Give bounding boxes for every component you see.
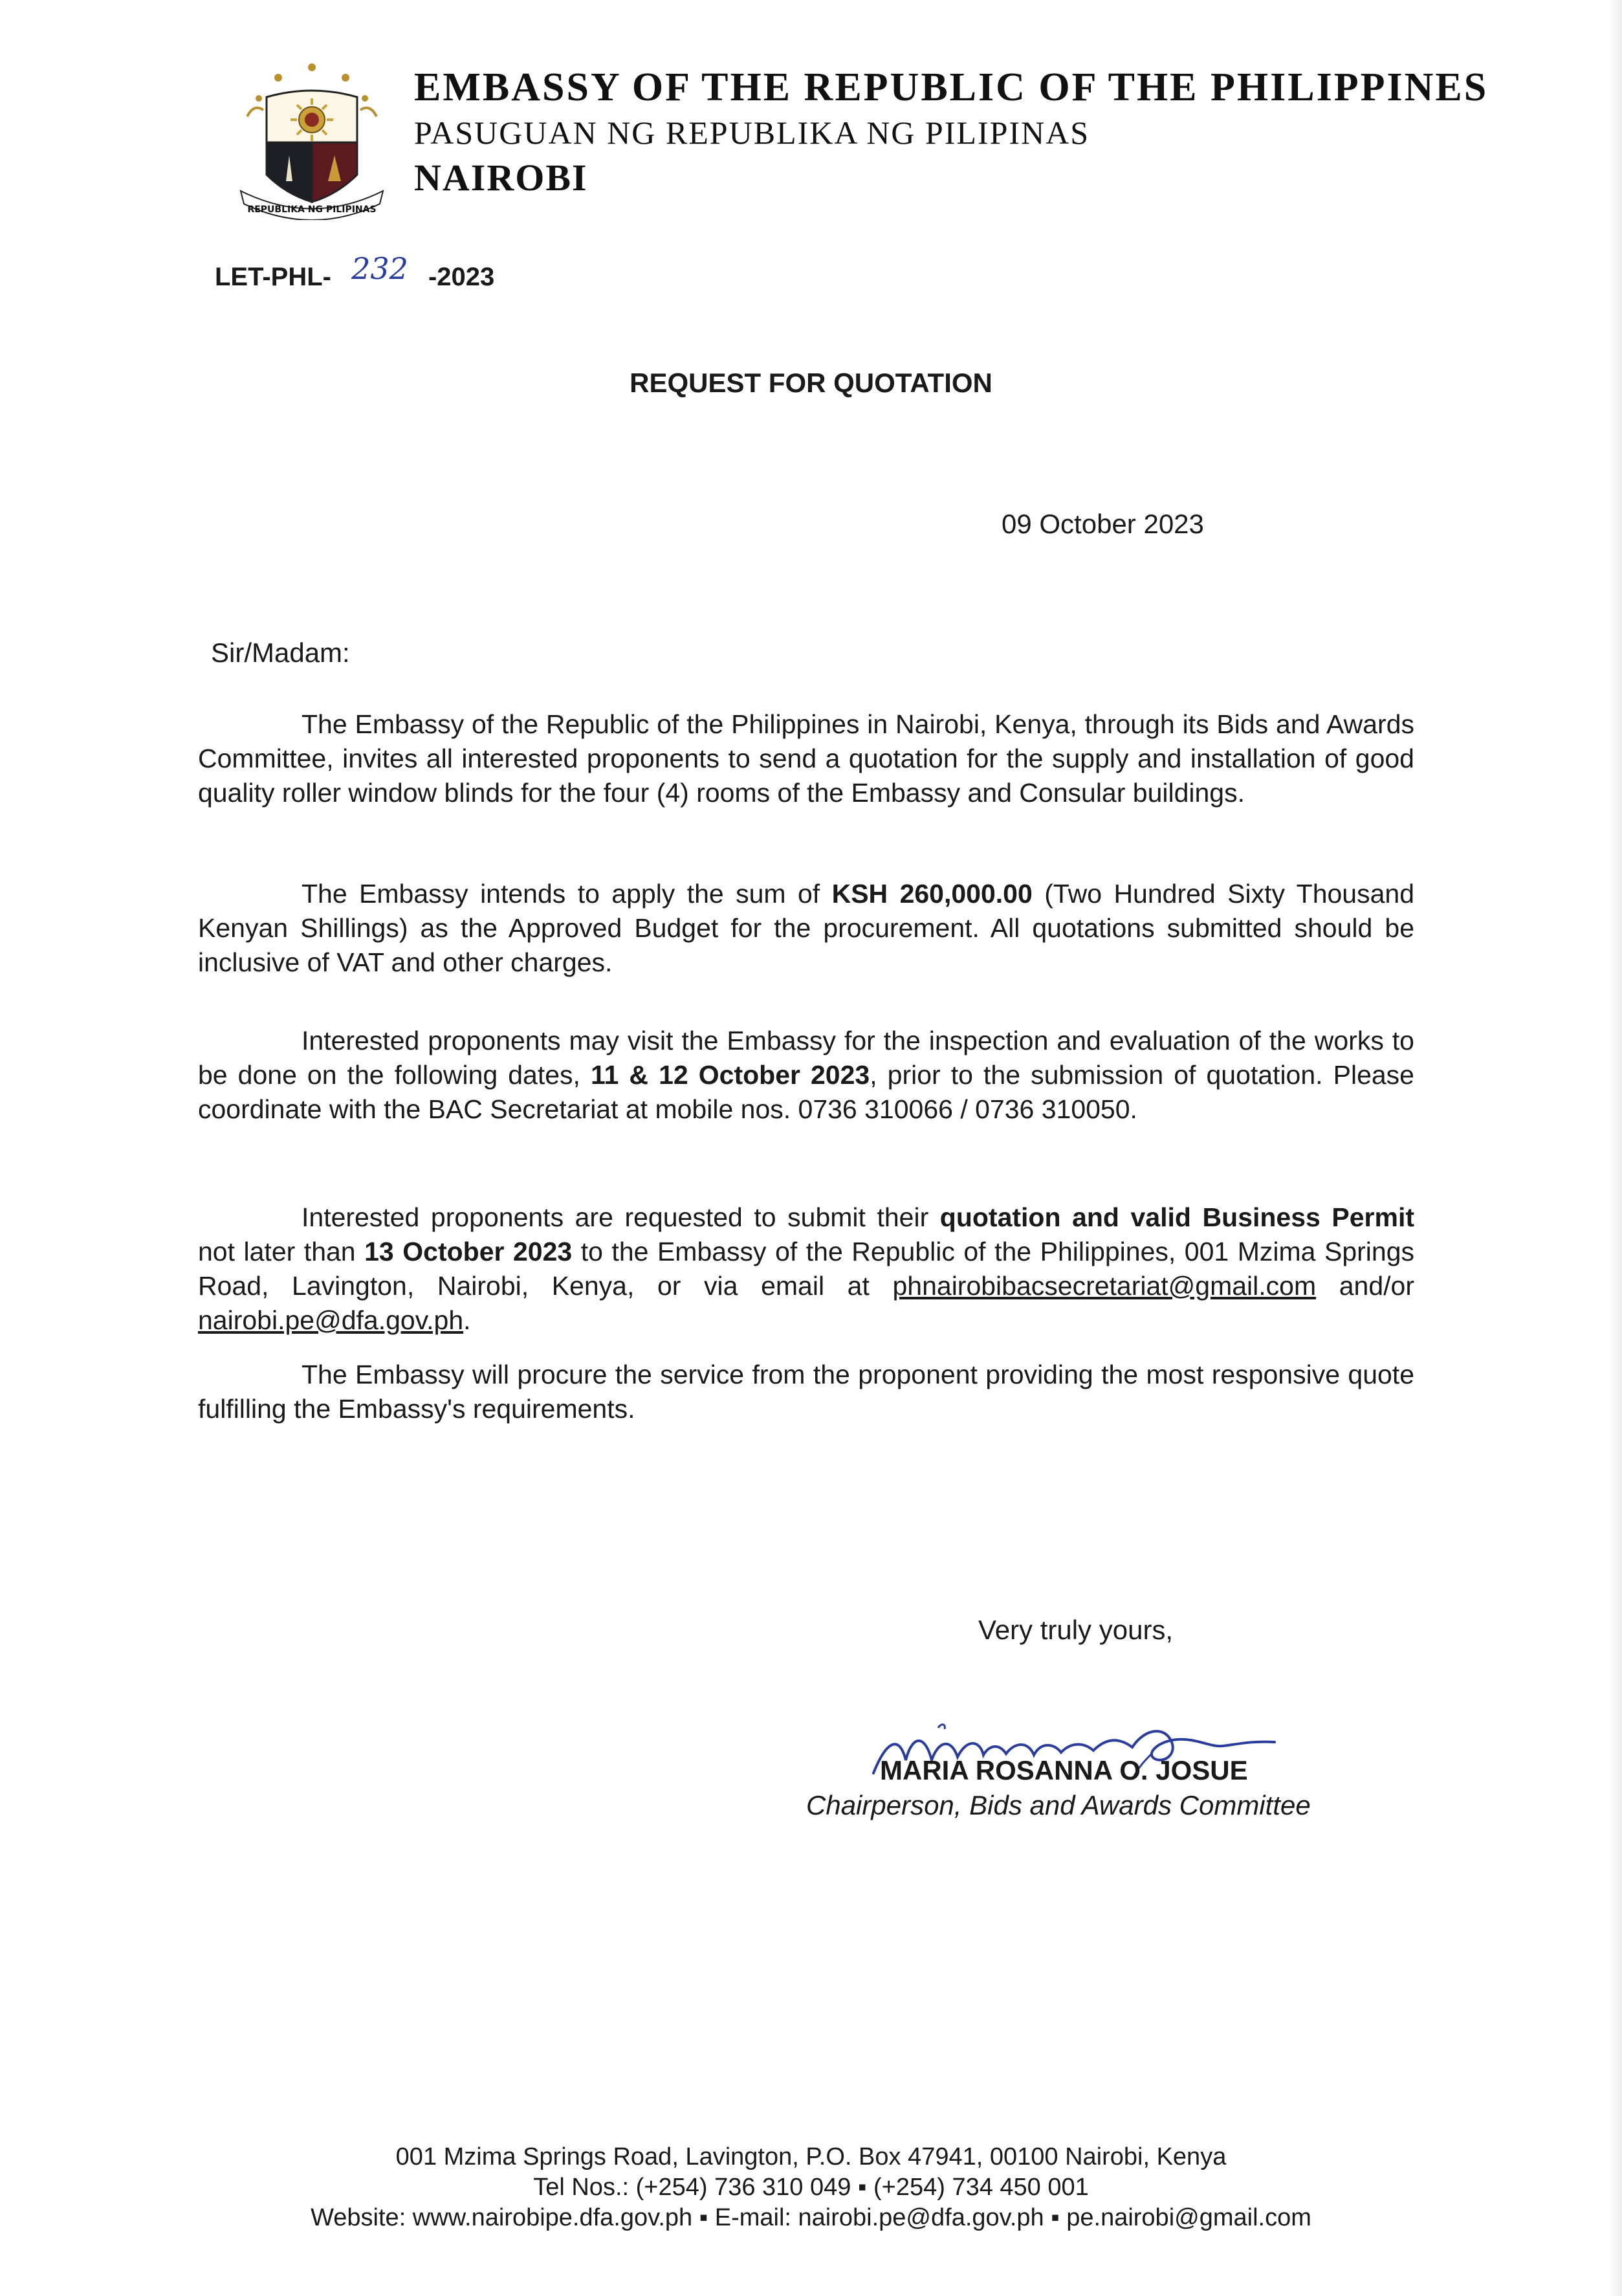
philippine-seal-icon	[228, 58, 396, 220]
paragraph-1-text: The Embassy of the Republic of the Philippines in Nairobi, Kenya, through its Bids and Awards Committee, invites all interested proponents to send a quotation for the supply and installation of good quality roller window blinds for the four (4) rooms of the Embassy and Consular buildings.	[198, 709, 1414, 808]
bac-email-link[interactable]: phnairobibacsecretariat@gmail.com	[892, 1271, 1317, 1301]
footer-web-email: Website: www.nairobipe.dfa.gov.ph ▪ E-mail: nairobi.pe@dfa.gov.ph ▪ pe.nairobi@gmail.com	[311, 2204, 1311, 2231]
paragraph-4-text-c: to the Embassy of the Republic of the Philippines, 001 Mzima Springs Road, Lavington, Nairobi, Kenya, or via email at	[198, 1237, 1414, 1301]
letterhead-line-1: EMBASSY OF THE REPUBLIC OF THE PHILIPPINES	[414, 65, 1489, 109]
reference-prefix: LET-PHL-	[215, 263, 331, 291]
paragraph-4	[198, 1200, 1414, 1338]
paragraph-2	[198, 877, 1414, 980]
signatory-name: MARIA ROSANNA O. JOSUE	[880, 1755, 1248, 1785]
paragraph-4-text-a: Interested proponents are requested to submit their	[301, 1202, 940, 1232]
submission-deadline: 13 October 2023	[364, 1237, 573, 1266]
document-title: REQUEST FOR QUOTATION	[630, 368, 992, 398]
page-edge	[1609, 0, 1622, 2296]
embassy-email-link[interactable]: nairobi.pe@dfa.gov.ph	[198, 1305, 464, 1335]
paragraph-4-text-e: .	[463, 1305, 471, 1335]
reference-number	[215, 251, 495, 293]
paragraph-3-text-b: , prior to the submission of quotation. Please coordinate with the BAC Secretariat at mobile nos. 0736 310066 / 0736 310050.	[198, 1060, 1414, 1124]
inspection-dates: 11 & 12 October 2023	[591, 1060, 870, 1090]
letter-footer	[0, 2142, 1622, 2233]
paragraph-3-text-a: Interested proponents may visit the Embassy for the inspection and evaluation of the works to be done on the following dates,	[198, 1026, 1414, 1090]
footer-phones: Tel Nos.: (+254) 736 310 049 ▪ (+254) 734 450 001	[533, 2174, 1089, 2201]
paragraph-2-text-a: The Embassy intends to apply the sum of	[301, 879, 832, 909]
paragraph-2-text-b: (Two Hundred Sixty Thousand Kenyan Shillings) as the Approved Budget for the procurement. All quotations submitted should be inclusive of VAT and other charges.	[198, 879, 1415, 977]
paragraph-4-text-b: not later than	[198, 1237, 365, 1266]
paragraph-5	[198, 1358, 1414, 1426]
signatory-title: Chairperson, Bids and Awards Committee	[806, 1790, 1311, 1820]
footer-address: 001 Mzima Springs Road, Lavington, P.O. Box 47941, 00100 Nairobi, Kenya	[395, 2143, 1227, 2170]
letterhead	[414, 65, 1488, 201]
paragraph-3	[198, 1024, 1414, 1127]
paragraph-1	[198, 707, 1414, 810]
reference-suffix: -2023	[428, 263, 495, 291]
paragraph-4-text-d: and/or	[1316, 1271, 1414, 1301]
paragraph-5-text: The Embassy will procure the service from the proponent providing the most responsive quote fulfilling the Embassy's requirements.	[198, 1360, 1414, 1424]
salutation: Sir/Madam:	[211, 637, 350, 668]
letterhead-line-2: PASUGUAN NG REPUBLIKA NG PILIPINAS	[414, 115, 1090, 151]
reference-handwritten-number: 232	[351, 251, 408, 286]
closing: Very truly yours,	[978, 1615, 1174, 1645]
letterhead-line-3: NAIROBI	[414, 157, 588, 199]
seal-scroll-text: REPUBLIKA NG PILIPINAS	[247, 204, 377, 215]
required-documents: quotation and valid Business Permit	[939, 1202, 1415, 1232]
budget-amount: KSH 260,000.00	[831, 879, 1033, 909]
letter-date: 09 October 2023	[1002, 509, 1204, 539]
